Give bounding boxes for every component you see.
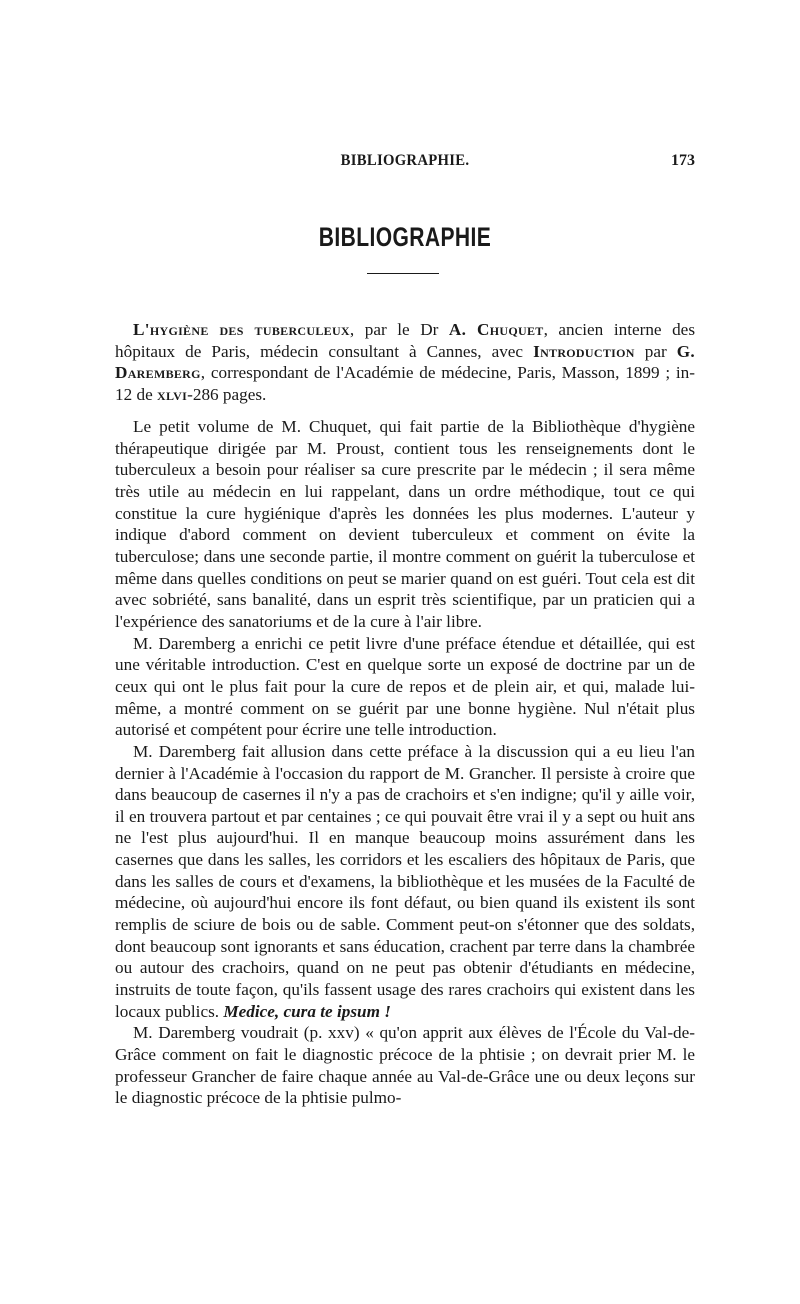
title-rule (367, 273, 439, 274)
bibliographic-entry (115, 319, 695, 405)
pages-rest: -286 pages. (187, 384, 267, 404)
doctor-abbrev: Dr (420, 320, 439, 339)
section-title: BIBLIOGRAPHIE (318, 222, 492, 252)
intro-description: , correspondant de l'Académie de médecine, Paris, Masson, 1899 ; in-12 de (115, 363, 695, 404)
review-body (115, 416, 695, 1109)
paragraph-3-text: M. Daremberg fait allusion dans cette préface à la discussion qui a eu lieu l'an dernier à l'Académie à l'occasion du rapport de M. Grancher. Il persiste à croire que dans beaucoup de casernes il n'y a pas de crachoirs et s'en indigne; qu'il y aille voir, il en trouvera partout et par centaines ; ce qui pouvait être vrai il y a sept ou huit ans ne l'est plus aujourd'hui. Il en manque beaucoup moins assurément dans les casernes que dans les salles, les corridors et les escaliers des hôpitaux de Paris, que dans les salles de cours et d'examens, la bibliothèque et les musées de la Faculté de médecine, où aujourd'hui encore ils font défaut, ou bien quand ils existent ils sont remplis de sciure de bois ou de sable. Comment peut-on s'étonner que des soldats, dont beaucoup sont ignorants et sans éducation, crachent par terre dans la chambrée ou autour des crachoirs, quand on ne peut pas obtenir d'étudiants en médecine, instruits de toute façon, qu'ils fassent usage des rares crachoirs qui existent dans les locaux publics. (115, 741, 695, 1021)
entry-by: , par le (349, 320, 421, 339)
author-description: , ancien interne des hôpitaux de Paris, médecin consultant à Cannes, avec (115, 320, 696, 361)
author-name: A. Chuquet (448, 320, 544, 339)
pages-roman: xlvi (157, 384, 188, 404)
review-paragraph-2: M. Daremberg a enrichi ce petit livre d'une préface étendue et détaillée, qui est une véritable introduction. C'est en quelque sorte un exposé de doctrine par un de ceux qui ont le plus fait pour la cure de repos et de plein air, et qui, malade lui-même, a montré comment on se guérit par une bonne hygiène. Nul n'était plus autorisé et compétent pour écrire une telle introduction. (115, 633, 695, 740)
intro-by: par (634, 341, 677, 361)
book-title: L'hygiène des tuberculeux (133, 320, 350, 339)
review-paragraph-3 (115, 741, 695, 1023)
intro-author-name: G. Daremberg (115, 341, 695, 383)
introduction-label: Introduction (533, 341, 635, 361)
review-paragraph-4: M. Daremberg voudrait (p. xxv) « qu'on apprit aux élèves de l'École du Val-de-Grâce comment on fait le diagnostic précoce de la phtisie ; on devrait prier M. le professeur Grancher de faire chaque année au Val-de-Grâce une ou deux leçons sur le diagnostic précoce de la phtisie pulmo- (115, 1023, 695, 1108)
latin-quote: Medice, cura te ipsum ! (223, 1001, 391, 1021)
review-paragraph-1: Le petit volume de M. Chuquet, qui fait partie de la Bibliothèque d'hygiène thérapeutique dirigée par M. Proust, contient tous les renseignements dont le tuberculeux a besoin pour réaliser sa cure prescrite par le médecin ; il sera même très utile au médecin en lui rappelant, dans un ordre méthodique, tout ce qui constitue la cure hygiénique d'après les données les plus modernes. L'auteur y indique d'abord comment on devient tuberculeux et comment on évite la tuberculose; dans une seconde partie, il montre comment on guérit la tuberculose et même dans quelles conditions on peut se marier quand on est guéri. Tout cela est dit avec sobriété, sans banalité, dans un esprit très scientifique, par un praticien qui a l'expérience des sanatoriums et de la cure à l'air libre. (115, 417, 695, 631)
page-number: 173 (671, 152, 695, 169)
running-header (115, 152, 695, 176)
running-title: BIBLIOGRAPHIE. (340, 152, 470, 169)
